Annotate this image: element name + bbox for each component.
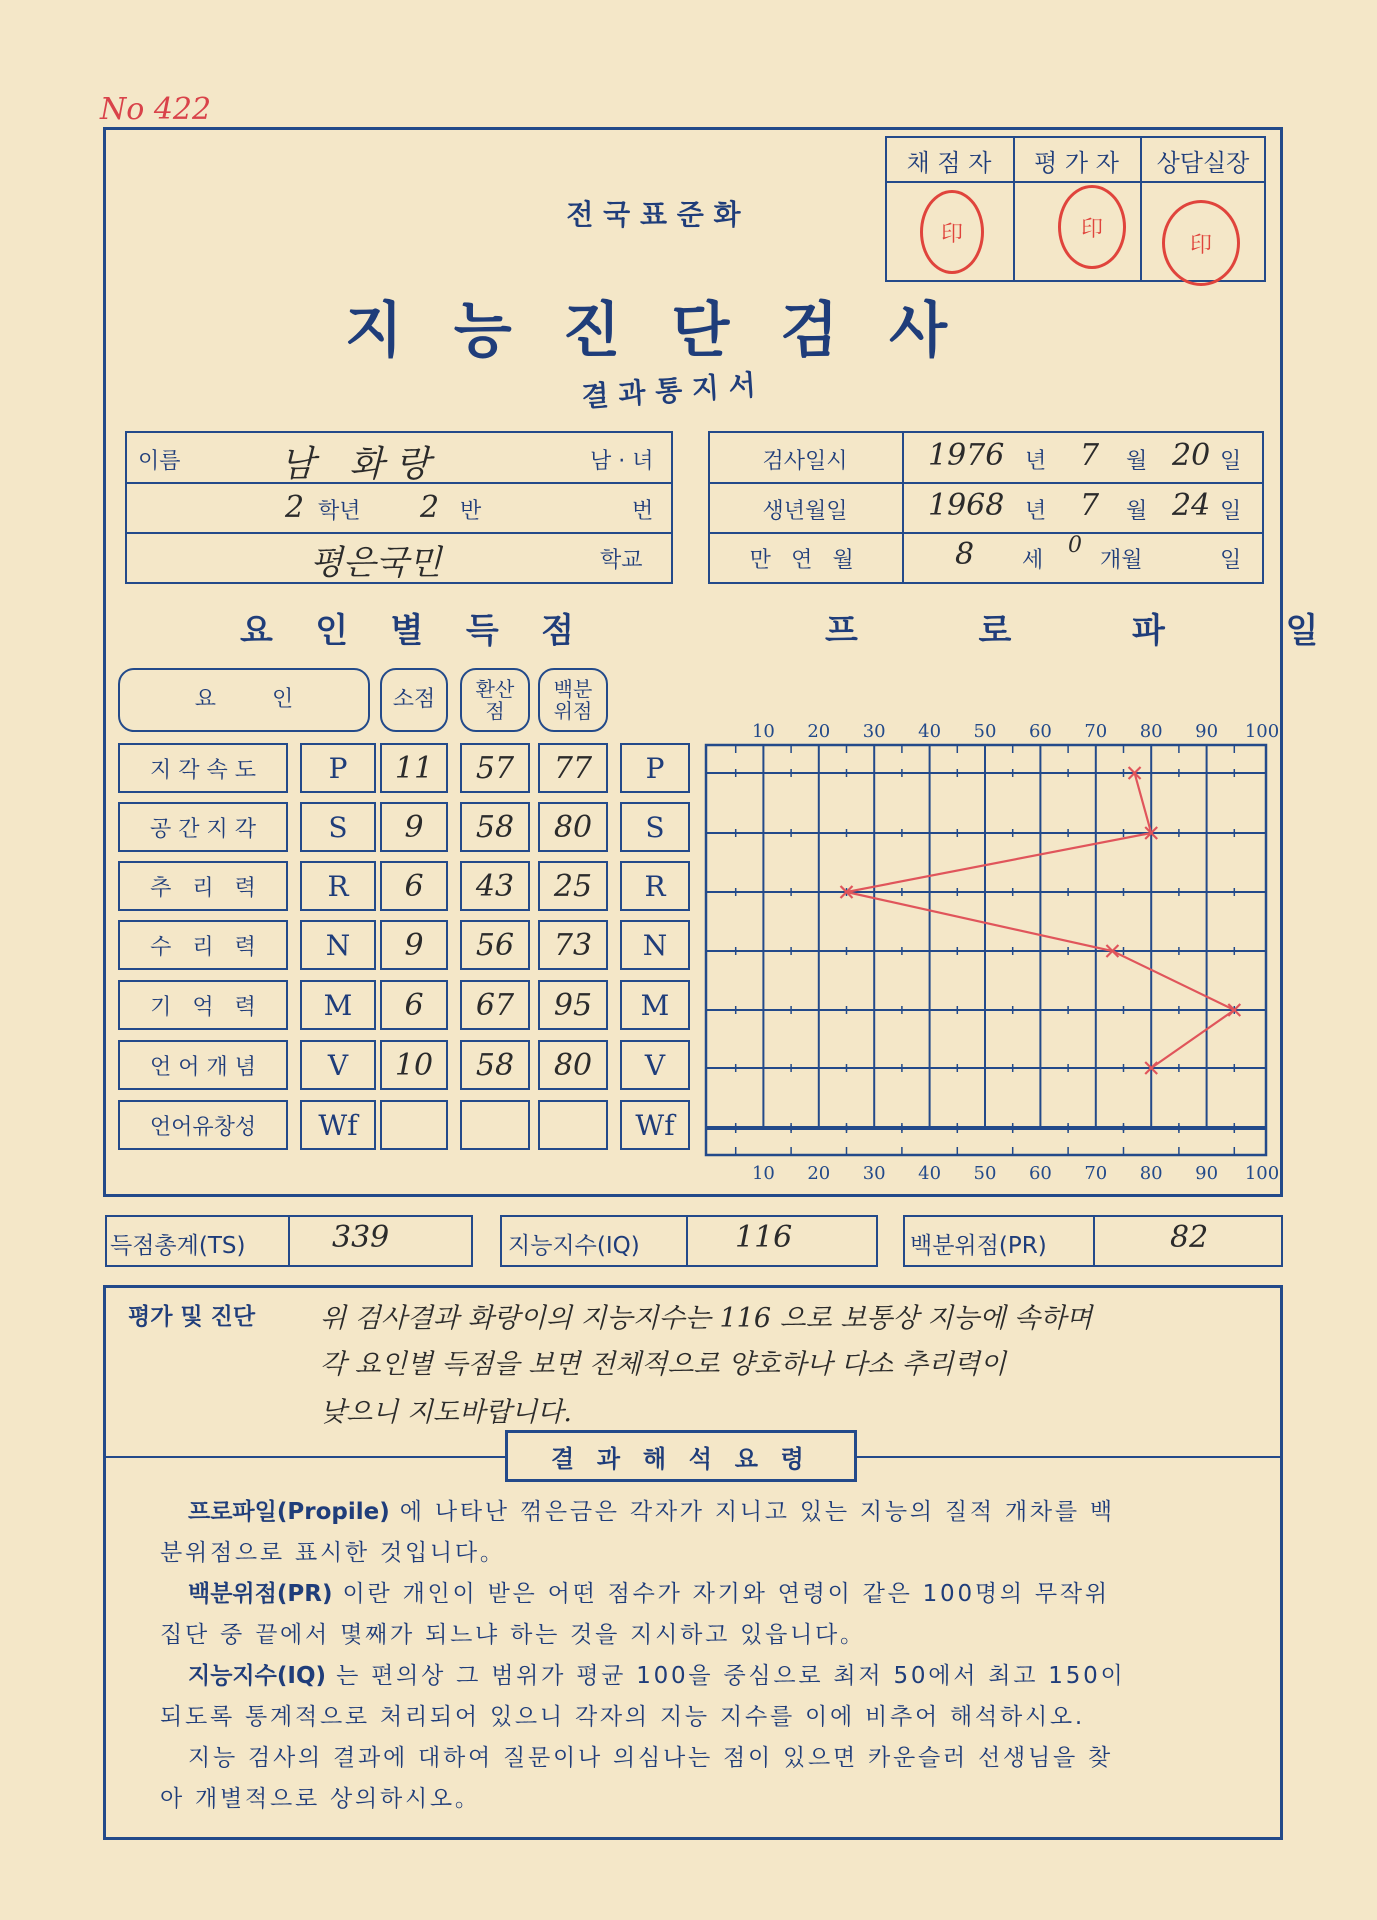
- scaled-score: 43: [460, 861, 530, 911]
- test-date-year-label: 년: [1025, 449, 1047, 474]
- school-value: 평은국민: [310, 543, 442, 583]
- total-score-value: 339: [332, 1220, 390, 1255]
- interpretation-continuation: 집단 중 끝에서 몇째가 되느냐 하는 것을 지시하고 있읍니다。: [160, 1622, 866, 1648]
- birth-date-year: 1968: [928, 488, 1005, 523]
- class-value: 2: [420, 490, 440, 525]
- header-factor: 요 인: [118, 668, 370, 732]
- factor-code-right: M: [620, 980, 690, 1030]
- age-years-label: 세: [1022, 548, 1044, 573]
- age-days-label: 일: [1220, 548, 1242, 573]
- percentile-score: 80: [538, 802, 608, 852]
- interpretation-sentence: 는 편의상 그 범위가 평균 100을 중심으로 최저 50에서 최고 150이: [326, 1663, 1126, 1689]
- factor-code-right: Wf: [620, 1100, 690, 1150]
- age-label: 만 연 월: [749, 548, 861, 573]
- birth-date-day: 24: [1172, 488, 1211, 523]
- x-tick-top: 70: [1084, 721, 1108, 742]
- factor-name: 수 리 력: [118, 920, 288, 970]
- interpretation-term: 프로파일(Propile): [188, 1499, 390, 1525]
- name-label: 이름: [138, 449, 181, 474]
- interpretation-continuation: 되도록 통계적으로 처리되어 있으니 각자의 지능 지수를 이에 비추어 해석하시오.: [160, 1704, 1085, 1730]
- percentile-label: 백분위점(PR): [910, 1233, 1047, 1259]
- birth-date-month-label: 월: [1126, 499, 1148, 524]
- factor-name: 언 어 개 념: [118, 1040, 288, 1090]
- birth-date-year-label: 년: [1025, 499, 1047, 524]
- name-value: 남 화 랑: [280, 444, 431, 485]
- percentile-score: 80: [538, 1040, 608, 1090]
- raw-score: 6: [380, 980, 448, 1030]
- document-number: No 422: [100, 92, 212, 127]
- iq-label: 지능지수(IQ): [508, 1233, 640, 1259]
- factor-code: M: [300, 980, 376, 1030]
- x-tick-top: 30: [862, 721, 886, 742]
- test-date-day: 20: [1172, 438, 1211, 473]
- interpretation-text: [160, 1492, 1240, 1820]
- x-tick-top: 100: [1244, 721, 1280, 742]
- x-tick-bottom: 20: [807, 1163, 831, 1184]
- factor-name: 언어유창성: [118, 1100, 288, 1150]
- x-tick-top: 50: [973, 721, 997, 742]
- factor-code: P: [300, 743, 376, 793]
- diagnosis-line-1: 위 검사결과 화랑이의 지능지수는 116 으로 보통상 지능에 속하며: [320, 1303, 1093, 1334]
- scaled-score: 67: [460, 980, 530, 1030]
- x-tick-top: 20: [807, 721, 831, 742]
- percentile-score: 25: [538, 861, 608, 911]
- age-months: 0: [1068, 533, 1082, 558]
- interpretation-sentence: 에 나타난 꺾은금은 각자가 지니고 있는 지능의 질적 개차를 백: [389, 1499, 1115, 1525]
- grade-label: 학년: [318, 499, 361, 524]
- x-tick-top: 90: [1195, 721, 1219, 742]
- interpretation-term: 지능지수(IQ): [188, 1663, 327, 1689]
- evaluator-seal: 印: [1058, 185, 1126, 269]
- factor-name: 지 각 속 도: [118, 743, 288, 793]
- factor-code: N: [300, 920, 376, 970]
- birth-date-month: 7: [1080, 488, 1100, 523]
- interpretation-paragraph: [160, 1492, 1240, 1533]
- interpretation-continuation: 아 개별적으로 상의하시오。: [160, 1786, 481, 1812]
- school-label: 학교: [600, 548, 643, 573]
- diagnosis-label: 평가 및 진단: [128, 1304, 256, 1330]
- percentile-score: 77: [538, 743, 608, 793]
- interpretation-term: 백분위점(PR): [188, 1581, 333, 1607]
- test-date-year: 1976: [928, 438, 1005, 473]
- iq-value: 116: [735, 1220, 793, 1255]
- document-type: 결 과 통 지 서: [580, 368, 757, 414]
- factor-name: 기 억 력: [118, 980, 288, 1030]
- scaled-score: [460, 1100, 530, 1150]
- diagnosis-line-2: 각 요인별 득점을 보면 전체적으로 양호하나 다소 추리력이: [320, 1349, 1007, 1380]
- age-years: 8: [955, 537, 975, 572]
- birth-date-label: 생년월일: [762, 499, 848, 524]
- header-scaled-score: 환산 점: [460, 668, 530, 732]
- interpretation-continuation: 분위점으로 표시한 것입니다。: [160, 1540, 506, 1566]
- factor-code-right: S: [620, 802, 690, 852]
- raw-score: 9: [380, 802, 448, 852]
- interpretation-title-box: [505, 1430, 857, 1482]
- x-tick-top: 60: [1028, 721, 1052, 742]
- x-tick-bottom: 60: [1028, 1163, 1052, 1184]
- test-date-day-label: 일: [1220, 449, 1242, 474]
- interpretation-paragraph: [160, 1574, 1240, 1615]
- approval-header-evaluator: 평 가 자: [1034, 149, 1119, 177]
- x-tick-bottom: 40: [918, 1163, 942, 1184]
- x-tick-bottom: 30: [862, 1163, 886, 1184]
- x-tick-bottom: 80: [1139, 1163, 1163, 1184]
- gender-label: 남 · 녀: [590, 449, 654, 474]
- total-score-label: 득점총계(TS): [110, 1233, 246, 1259]
- factor-code: S: [300, 802, 376, 852]
- director-seal: 印: [1162, 200, 1240, 286]
- grade-value: 2: [285, 490, 305, 525]
- class-label: 반: [460, 499, 482, 524]
- interpretation-sentence: 지능 검사의 결과에 대하여 질문이나 의심나는 점이 있으면 카운슬러 선생님을 찾: [188, 1745, 1113, 1771]
- factor-code: R: [300, 861, 376, 911]
- interpretation-paragraph: [160, 1738, 1240, 1779]
- header-percentile: 백분 위점: [538, 668, 608, 732]
- grader-seal: 印: [920, 190, 984, 274]
- factor-code-right: P: [620, 743, 690, 793]
- percentile-score: [538, 1100, 608, 1150]
- factor-name: 추 리 력: [118, 861, 288, 911]
- factor-code-right: R: [620, 861, 690, 911]
- interpretation-title: 결 과 해 석 요 령: [550, 1444, 812, 1473]
- page-title: 지 능 진 단 검 사: [344, 296, 963, 366]
- header-raw-score: 소점: [380, 668, 448, 732]
- factor-code: Wf: [300, 1100, 376, 1150]
- scaled-score: 58: [460, 802, 530, 852]
- x-tick-bottom: 50: [973, 1163, 997, 1184]
- raw-score: [380, 1100, 448, 1150]
- profile-chart: [700, 715, 1290, 1185]
- scaled-score: 57: [460, 743, 530, 793]
- raw-score: 9: [380, 920, 448, 970]
- test-date-month-label: 월: [1126, 449, 1148, 474]
- x-tick-top: 10: [751, 721, 775, 742]
- scaled-score: 56: [460, 920, 530, 970]
- raw-score: 6: [380, 861, 448, 911]
- approval-header-grader: 채 점 자: [906, 149, 992, 177]
- percentile-value: 82: [1170, 1220, 1209, 1255]
- birth-date-day-label: 일: [1220, 499, 1242, 524]
- number-label: 번: [632, 499, 654, 524]
- factor-code-right: N: [620, 920, 690, 970]
- interpretation-sentence: 이란 개인이 받은 어떤 점수가 자기와 연령이 같은 100명의 무작위: [332, 1581, 1110, 1607]
- percentile-score: 73: [538, 920, 608, 970]
- x-tick-bottom: 10: [751, 1163, 775, 1184]
- percentile-score: 95: [538, 980, 608, 1030]
- scores-section-title: 요 인 별 득 점: [240, 611, 590, 651]
- factor-name: 공 간 지 각: [118, 802, 288, 852]
- scaled-score: 58: [460, 1040, 530, 1090]
- factor-code-right: V: [620, 1040, 690, 1090]
- test-date-label: 검사일시: [762, 449, 848, 474]
- x-tick-top: 80: [1139, 721, 1163, 742]
- raw-score: 11: [380, 743, 448, 793]
- profile-chart-svg: [700, 715, 1290, 1185]
- approval-header-director: 상담실장: [1156, 149, 1250, 177]
- subtitle: 전 국 표 준 화: [566, 198, 741, 231]
- profile-section-title: 프 로 파 일: [825, 611, 1373, 651]
- x-tick-bottom: 90: [1195, 1163, 1219, 1184]
- x-tick-bottom: 70: [1084, 1163, 1108, 1184]
- raw-score: 10: [380, 1040, 448, 1090]
- interpretation-paragraph: [160, 1656, 1240, 1697]
- factor-code: V: [300, 1040, 376, 1090]
- x-tick-bottom: 100: [1244, 1163, 1280, 1184]
- diagnosis-line-3: 낮으니 지도바랍니다.: [320, 1397, 572, 1428]
- x-tick-top: 40: [918, 721, 942, 742]
- age-months-label: 개월: [1100, 548, 1143, 573]
- test-date-month: 7: [1080, 438, 1100, 473]
